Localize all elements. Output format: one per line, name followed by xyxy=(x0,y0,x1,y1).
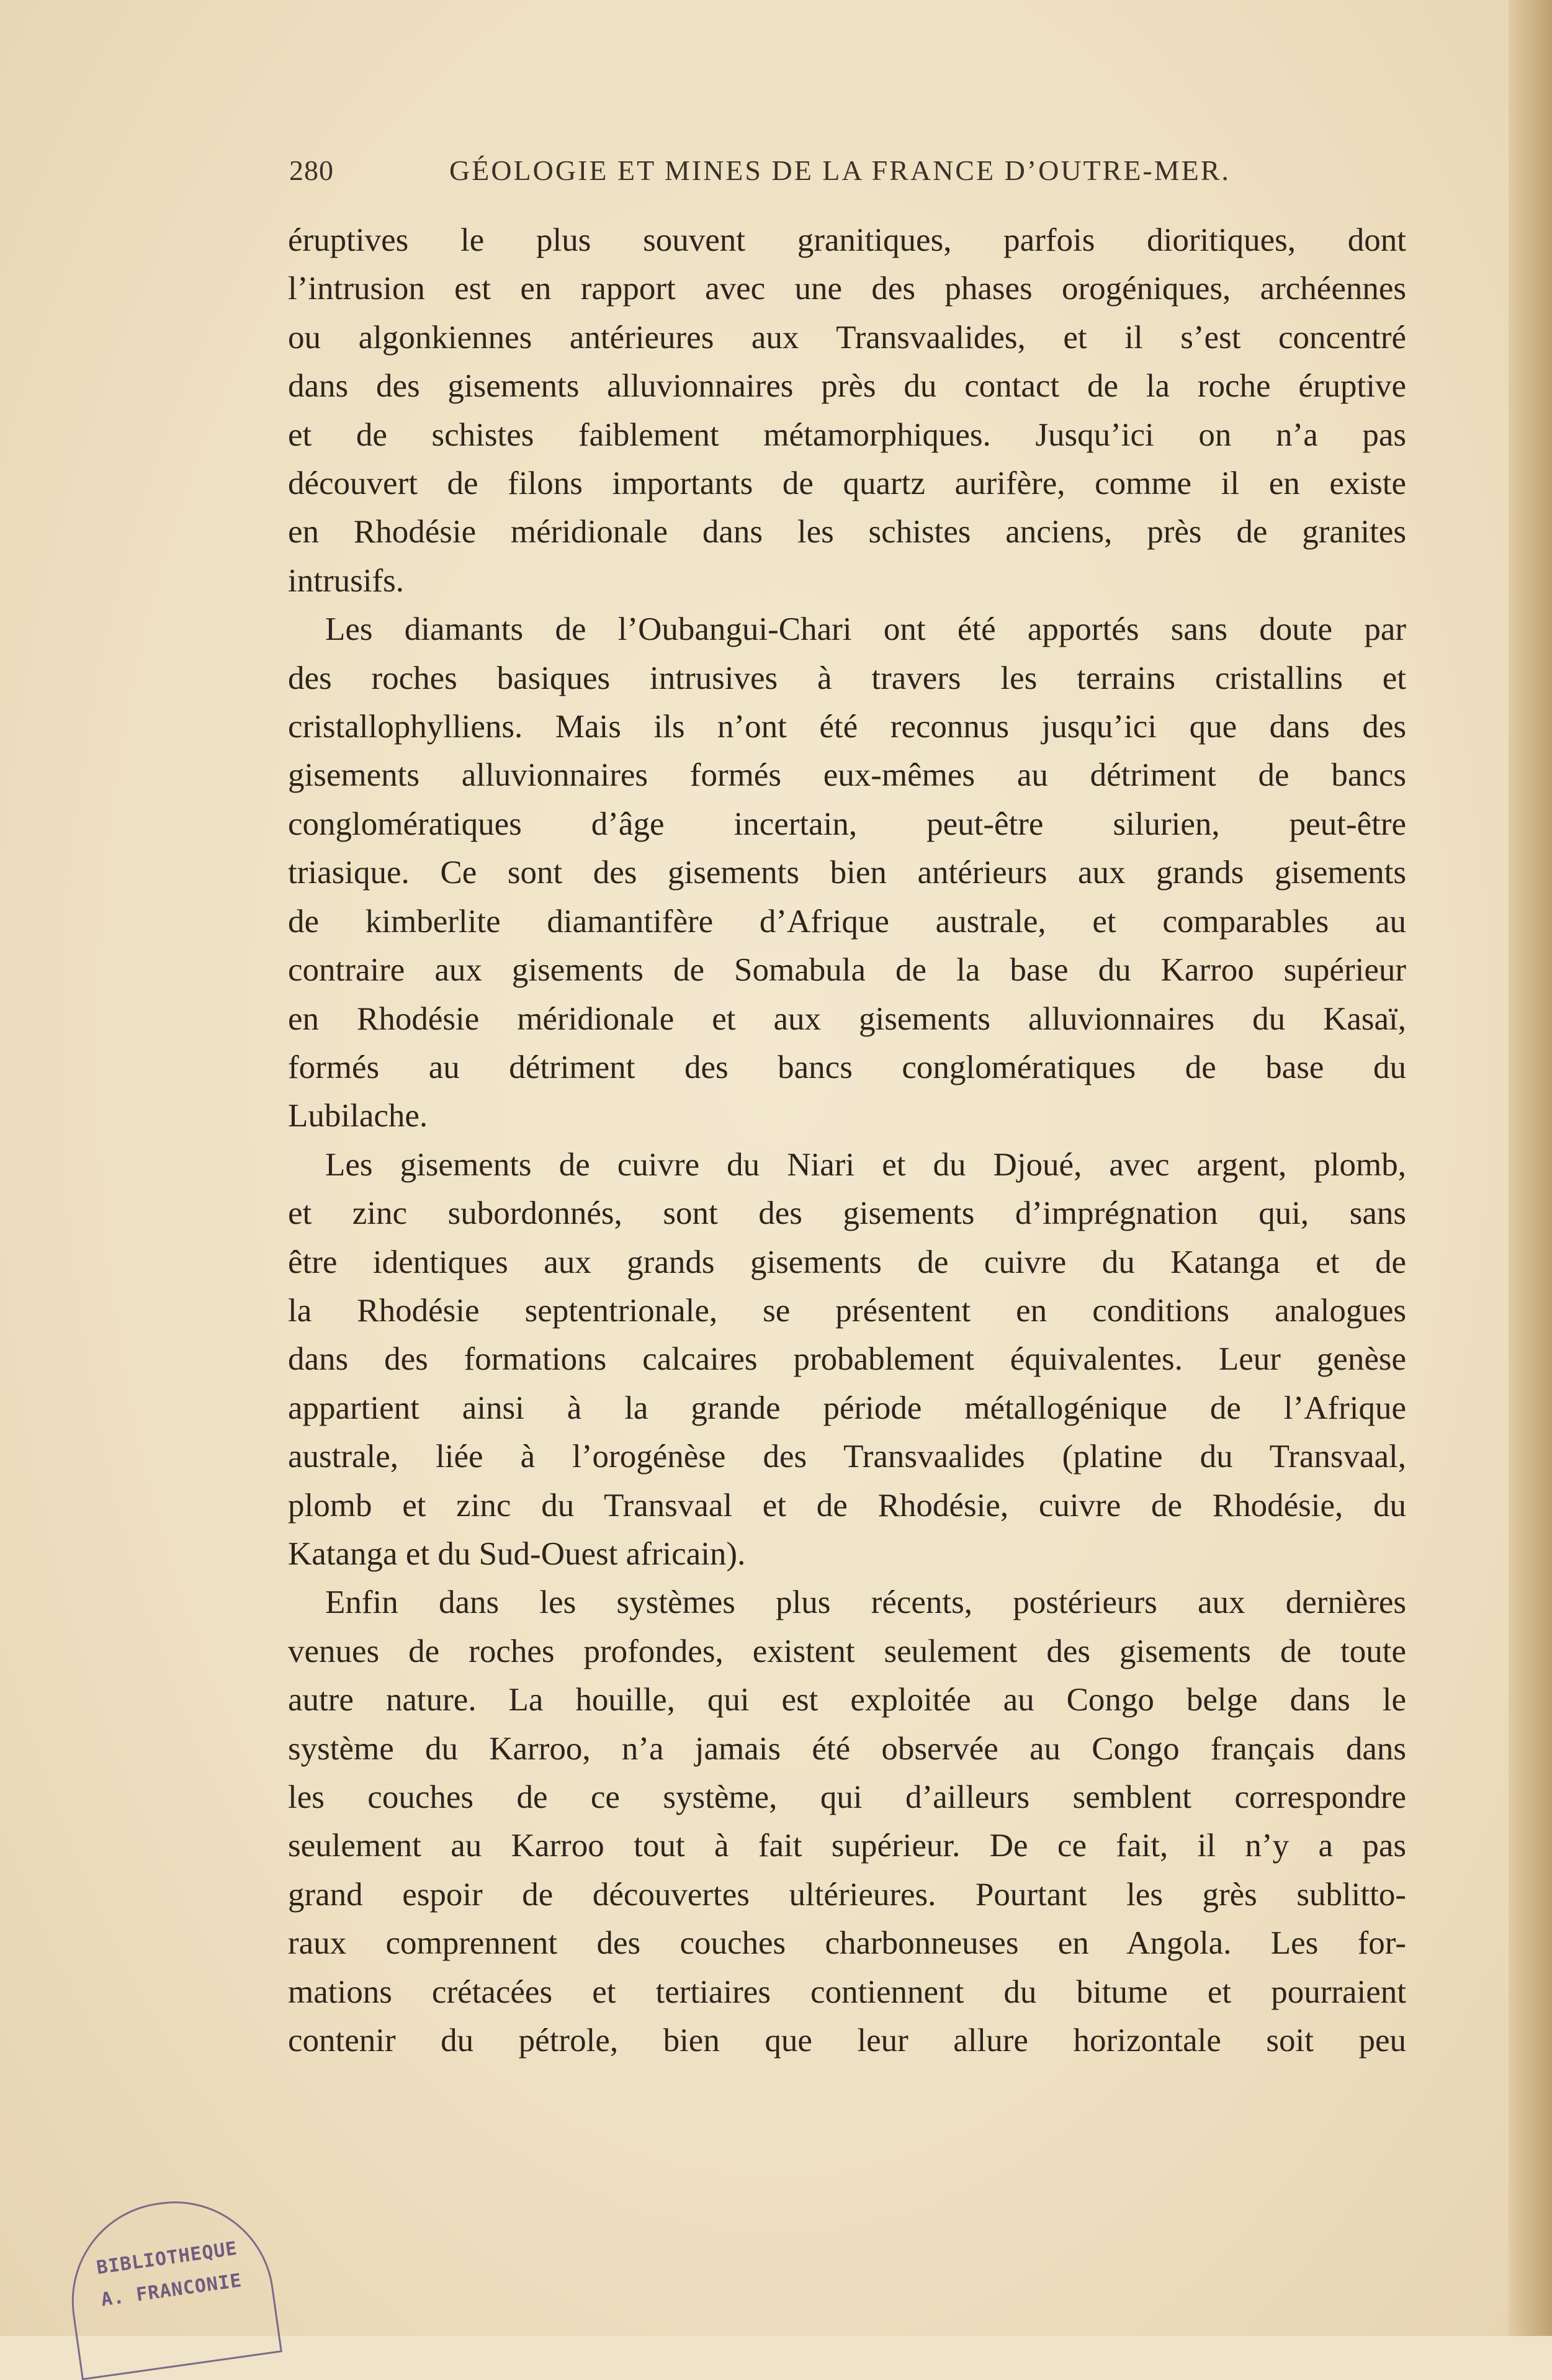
text-line: la Rhodésie septentrionale, se présentent en conditions analogues xyxy=(288,1292,1406,1329)
text-line: système du Karroo, n’a jamais été observée au Congo français dans xyxy=(288,1730,1406,1767)
text-line: gisements alluvionnaires formés eux-mêmes au détriment de bancs xyxy=(288,757,1406,794)
text-line: raux comprennent des couches charbonneuses en Angola. Les for- xyxy=(288,1925,1406,1962)
text-line: éruptives le plus souvent granitiques, parfois dioritiques, dont xyxy=(288,222,1406,258)
text-line: être identiques aux grands gisements de cuivre du Katanga et de xyxy=(288,1244,1406,1280)
text-line: mations crétacées et tertiaires contiennent du bitume et pourraient xyxy=(288,1974,1406,2010)
text-line: découvert de filons importants de quartz aurifère, comme il en existe xyxy=(288,465,1406,502)
text-line: contraire aux gisements de Somabula de la base du Karroo supérieur xyxy=(288,952,1406,989)
text-line: Lubilache. xyxy=(288,1098,428,1134)
page-edge-shadow xyxy=(1509,0,1552,2336)
text-line: australe, liée à l’orogénèse des Transvaalides (platine du Transvaal, xyxy=(288,1439,1406,1475)
text-line: conglomératiques d’âge incertain, peut-être silurien, peut-être xyxy=(288,806,1406,842)
library-stamp xyxy=(59,2189,282,2380)
text-line: appartient ainsi à la grande période métallogénique de l’Afrique xyxy=(288,1390,1406,1426)
text-line: triasique. Ce sont des gisements bien antérieurs aux grands gisements xyxy=(288,855,1406,891)
stamp-line-1: BIBLIOTHEQUE xyxy=(95,2237,239,2279)
text-line: en Rhodésie méridionale et aux gisements alluvionnaires du Kasaï, xyxy=(288,1000,1406,1037)
text-line: Les gisements de cuivre du Niari et du Djoué, avec argent, plomb, xyxy=(325,1146,1406,1183)
text-line: des roches basiques intrusives à travers les terrains cristallins et xyxy=(288,660,1406,696)
text-line: autre nature. La houille, qui est exploitée au Congo belge dans le xyxy=(288,1682,1406,1718)
text-line: l’intrusion est en rapport avec une des phases orogéniques, archéennes xyxy=(288,271,1406,307)
text-line: et zinc subordonnés, sont des gisements d’imprégnation qui, sans xyxy=(288,1195,1406,1232)
text-line: ou algonkiennes antérieures aux Transvaalides, et il s’est concentré xyxy=(288,319,1406,356)
text-line: Enfin dans les systèmes plus récents, postérieurs aux dernières xyxy=(325,1584,1406,1621)
text-line: en Rhodésie méridionale dans les schistes anciens, près de granites xyxy=(288,514,1406,550)
text-line: cristallophylliens. Mais ils n’ont été reconnus jusqu’ici que dans des xyxy=(288,709,1406,745)
text-line: intrusifs. xyxy=(288,562,404,599)
text-line: grand espoir de découvertes ultérieures. Pourtant les grès sublitto- xyxy=(288,1876,1406,1913)
text-line: dans des gisements alluvionnaires près du contact de la roche éruptive xyxy=(288,368,1406,405)
running-title: GÉOLOGIE ET MINES DE LA FRANCE D’OUTRE-MER. xyxy=(449,155,1231,186)
page-number: 280 xyxy=(289,155,334,186)
text-line: venues de roches profondes, existent seulement des gisements de toute xyxy=(288,1633,1406,1669)
text-line: dans des formations calcaires probablement équivalentes. Leur genèse xyxy=(288,1341,1406,1378)
text-line: contenir du pétrole, bien que leur allure horizontale soit peu xyxy=(288,2023,1406,2059)
text-line: Katanga et du Sud-Ouest africain). xyxy=(288,1535,746,1572)
text-line: de kimberlite diamantifère d’Afrique australe, et comparables au xyxy=(288,903,1406,940)
running-header xyxy=(289,154,1251,197)
text-line: les couches de ce système, qui d’ailleurs semblent correspondre xyxy=(288,1779,1406,1815)
text-line: Les diamants de l’Oubangui-Chari ont été apportés sans doute par xyxy=(325,611,1406,648)
body-text xyxy=(288,216,1406,2065)
text-line: formés au détriment des bancs conglomératiques de base du xyxy=(288,1049,1406,1085)
text-line: et de schistes faiblement métamorphiques. Jusqu’ici on n’a pas xyxy=(288,416,1406,453)
stamp-line-2: A. FRANCONIE xyxy=(99,2270,244,2311)
text-line: plomb et zinc du Transvaal et de Rhodésie, cuivre de Rhodésie, du xyxy=(288,1487,1406,1524)
text-line: seulement au Karroo tout à fait supérieur. De ce fait, il n’y a pas xyxy=(288,1828,1406,1864)
